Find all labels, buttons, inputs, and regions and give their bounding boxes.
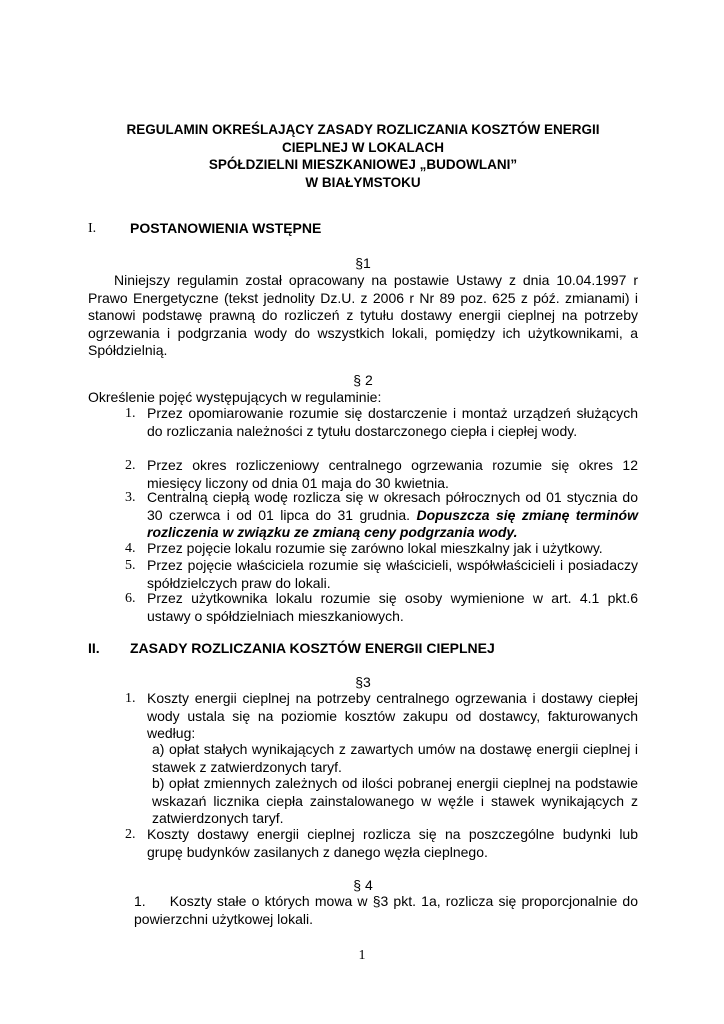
cost-item-2-text: Koszty dostawy energii cieplnej rozlicza się na poszczególne budynki lub grupę budynków zasilanych z danego węzła cieplnego.: [147, 826, 638, 860]
section-2-heading: ZASADY ROZLICZANIA KOSZTÓW ENERGII CIEPLNEJ: [130, 640, 495, 656]
cost-item-1-sub-b: b) opłat zmiennych zależnych od ilości pobranej energii cieplnej na podstawie wskazań licznika ciepła zainstalowanego w węźle i stawek wynikających z zatwierdzonych taryf.: [152, 775, 638, 826]
paragraph-4-item-1: [134, 893, 638, 928]
definition-item-4-number: 4.: [125, 541, 136, 556]
definition-item-3-number: 3.: [125, 490, 136, 505]
paragraph-4-sign: § 4: [353, 877, 373, 893]
definition-item-3-main: Centralną ciepłą wodę rozlicza się w okresach półrocznych od 01 stycznia do 30 czerwca i od 01 lipca do 31 grudnia.: [147, 489, 638, 523]
section-1-number: I.: [88, 221, 97, 236]
section-2-number: II.: [88, 640, 100, 656]
cost-item-1-sub-a: a) opłat stałych wynikających z zawartych umów na dostawę energii cieplnej i stawek z zatwierdzonych taryf.: [152, 741, 638, 775]
definition-item-2-text: Przez okres rozliczeniowy centralnego ogrzewania rozumie się okres 12 miesięcy liczony od dnia 01 maja do 30 kwietnia.: [147, 457, 638, 491]
definition-item-5-number: 5.: [125, 558, 136, 573]
definition-item-6-text: Przez użytkownika lokalu rozumie się osoby wymienione w art. 4.1 pkt.6 ustawy o spółdzielniach mieszkaniowych.: [147, 590, 638, 624]
cost-item-1-number: 1.: [125, 691, 136, 706]
paragraph-3-sign: §3: [355, 674, 371, 690]
paragraph-4-item-1-text: Koszty stałe o których mowa w §3 pkt. 1a, rozlicza się proporcjonalnie do powierzchni użytkowej lokali.: [134, 893, 638, 927]
cost-item-2-number: 2.: [125, 827, 136, 842]
definition-item-6-number: 6.: [125, 591, 136, 606]
definition-item-1-number: 1.: [125, 406, 136, 421]
title-line-4: W BIAŁYMSTOKU: [305, 174, 421, 190]
title-line-3: SPÓŁDZIELNI MIESZKANIOWEJ „BUDOWLANI”: [208, 157, 518, 172]
paragraph-1-text: Niniejszy regulamin został opracowany na postawie Ustawy z dnia 10.04.1997 r Prawo Energetyczne (tekst jednolity Dz.U. z 2006 r Nr 89 poz. 625 z póź. zmianami) i stanowi podstawę prawną do rozliczeń z tytułu dostawy energii cieplnej na potrzeby ogrzewania i podgrzania wody do wszystkich lokali, pomiędzy ich użytkownikami, a Spółdzielnią.: [88, 272, 638, 358]
document-title: [88, 121, 638, 191]
definition-item-5-text: Przez pojęcie właściciela rozumie się właścicieli, współwłaścicieli i posiadaczy spółdzielczych praw do lokali.: [147, 557, 638, 591]
definition-item-1-text: Przez opomiarowanie rozumie się dostarczenie i montaż urządzeń służących do rozliczania należności z tytułu dostarczonego ciepła i ciepłej wody.: [147, 405, 638, 439]
page-number: 1: [358, 948, 366, 963]
definition-item-2-number: 2.: [125, 458, 136, 473]
paragraph-1-sign: §1: [355, 255, 371, 271]
paragraph-2-intro: Określenie pojęć występujących w regulaminie:: [88, 389, 382, 405]
definition-item-3-text: [147, 489, 638, 542]
definition-item-3-emphasis: Dopuszcza się zmianę terminów rozliczenia w związku ze zmianą ceny podgrzania wody.: [147, 506, 638, 540]
title-line-2: CIEPLNEJ W LOKALACH: [282, 139, 444, 155]
paragraph-4-item-1-number: 1.: [134, 893, 146, 909]
section-1-heading: POSTANOWIENIA WSTĘPNE: [130, 220, 322, 236]
paragraph-2-sign: § 2: [353, 372, 373, 388]
definition-item-4-text: Przez pojęcie lokalu rozumie się zarówno lokal mieszkalny jak i użytkowy.: [147, 540, 603, 556]
cost-item-1-text: Koszty energii cieplnej na potrzeby centralnego ogrzewania i dostawy ciepłej wody ustala się na poziomie kosztów zakupu od dostawcy, fakturowanych według:: [147, 690, 638, 741]
title-line-1: REGULAMIN OKREŚLAJĄCY ZASADY ROZLICZANIA KOSZTÓW ENERGII: [126, 122, 600, 137]
